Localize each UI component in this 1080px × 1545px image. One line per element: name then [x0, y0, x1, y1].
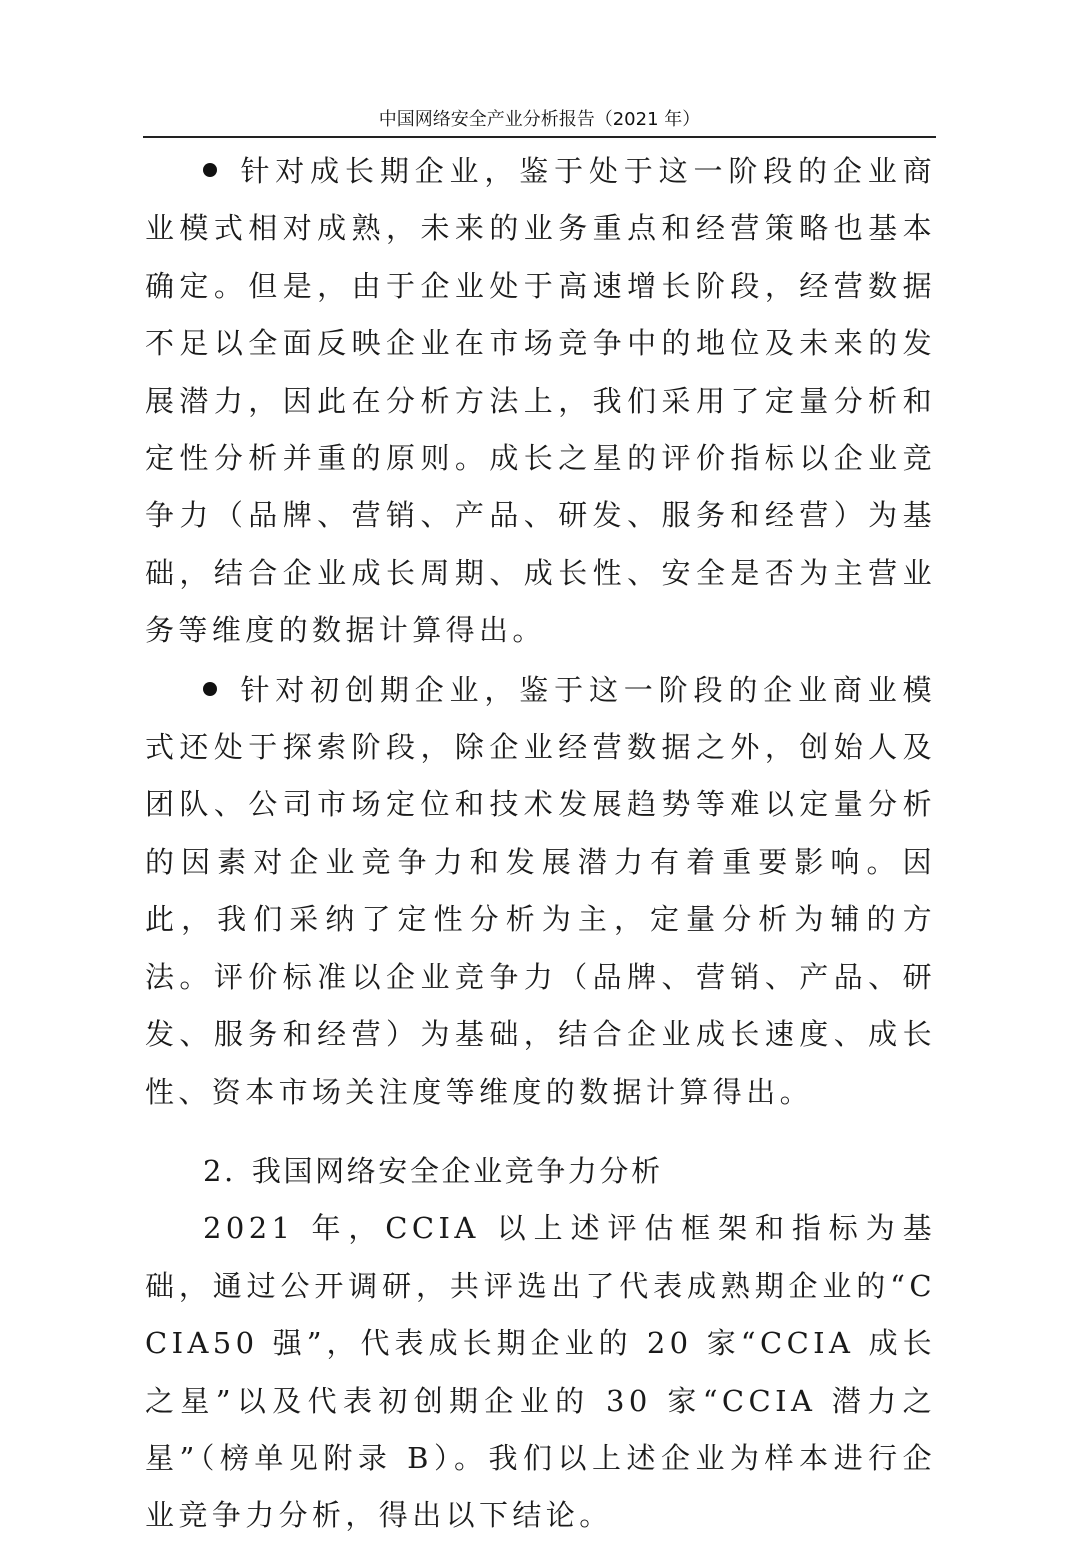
- body-text: [145, 143, 936, 1545]
- conclusion-paragraph: 2021 年，CCIA 以上述评估框架和指标为基础，通过公开调研，共评选出了代表成熟期企业的“CCIA50 强”，代表成长期企业的 20 家“CCIA 成长之星”以及代表初创期企业的 30 家“CCIA 潜力之星”（榜单见附录 B）。我们以上述企业为样本进行企业竞争力分析，得出以下结论。: [145, 1211, 936, 1533]
- section-heading: [145, 1143, 936, 1200]
- header-rule: [143, 136, 936, 138]
- paragraph-text: 针对成长期企业，鉴于处于这一阶段的企业商业模式相对成熟，未来的业务重点和经营策略也基本确定。但是，由于企业处于高速增长阶段，经营数据不足以全面反映企业在市场竞争中的地位及未来的发展潜力，因此在分析方法上，我们采用了定量分析和定性分析并重的原则。成长之星的评价指标以企业竞争力（品牌、营销、产品、研发、服务和经营）为基础，结合企业成长周期、成长性、安全是否为主营业务等维度的数据计算得出。: [145, 154, 936, 648]
- bullet-icon: [203, 163, 217, 177]
- bullet-paragraph-startup: [145, 662, 936, 1121]
- bullet-icon: [203, 682, 217, 696]
- section-title: 我国网络安全企业竞争力分析: [251, 1153, 663, 1188]
- paragraph-text: 针对初创期企业，鉴于这一阶段的企业商业模式还处于探索阶段，除企业经营数据之外，创始人及团队、公司市场定位和技术发展趋势等难以定量分析的因素对企业竞争力和发展潜力有着重要影响。因此，我们采纳了定性分析为主，定量分析为辅的方法。评价标准以企业竞争力（品牌、营销、产品、研发、服务和经营）为基础，结合企业成长速度、成长性、资本市场关注度等维度的数据计算得出。: [145, 672, 936, 1109]
- section-number: 2.: [203, 1153, 236, 1188]
- running-header: 中国网络安全产业分析报告（2021 年）: [378, 109, 701, 130]
- bullet-paragraph-growth: [145, 143, 936, 660]
